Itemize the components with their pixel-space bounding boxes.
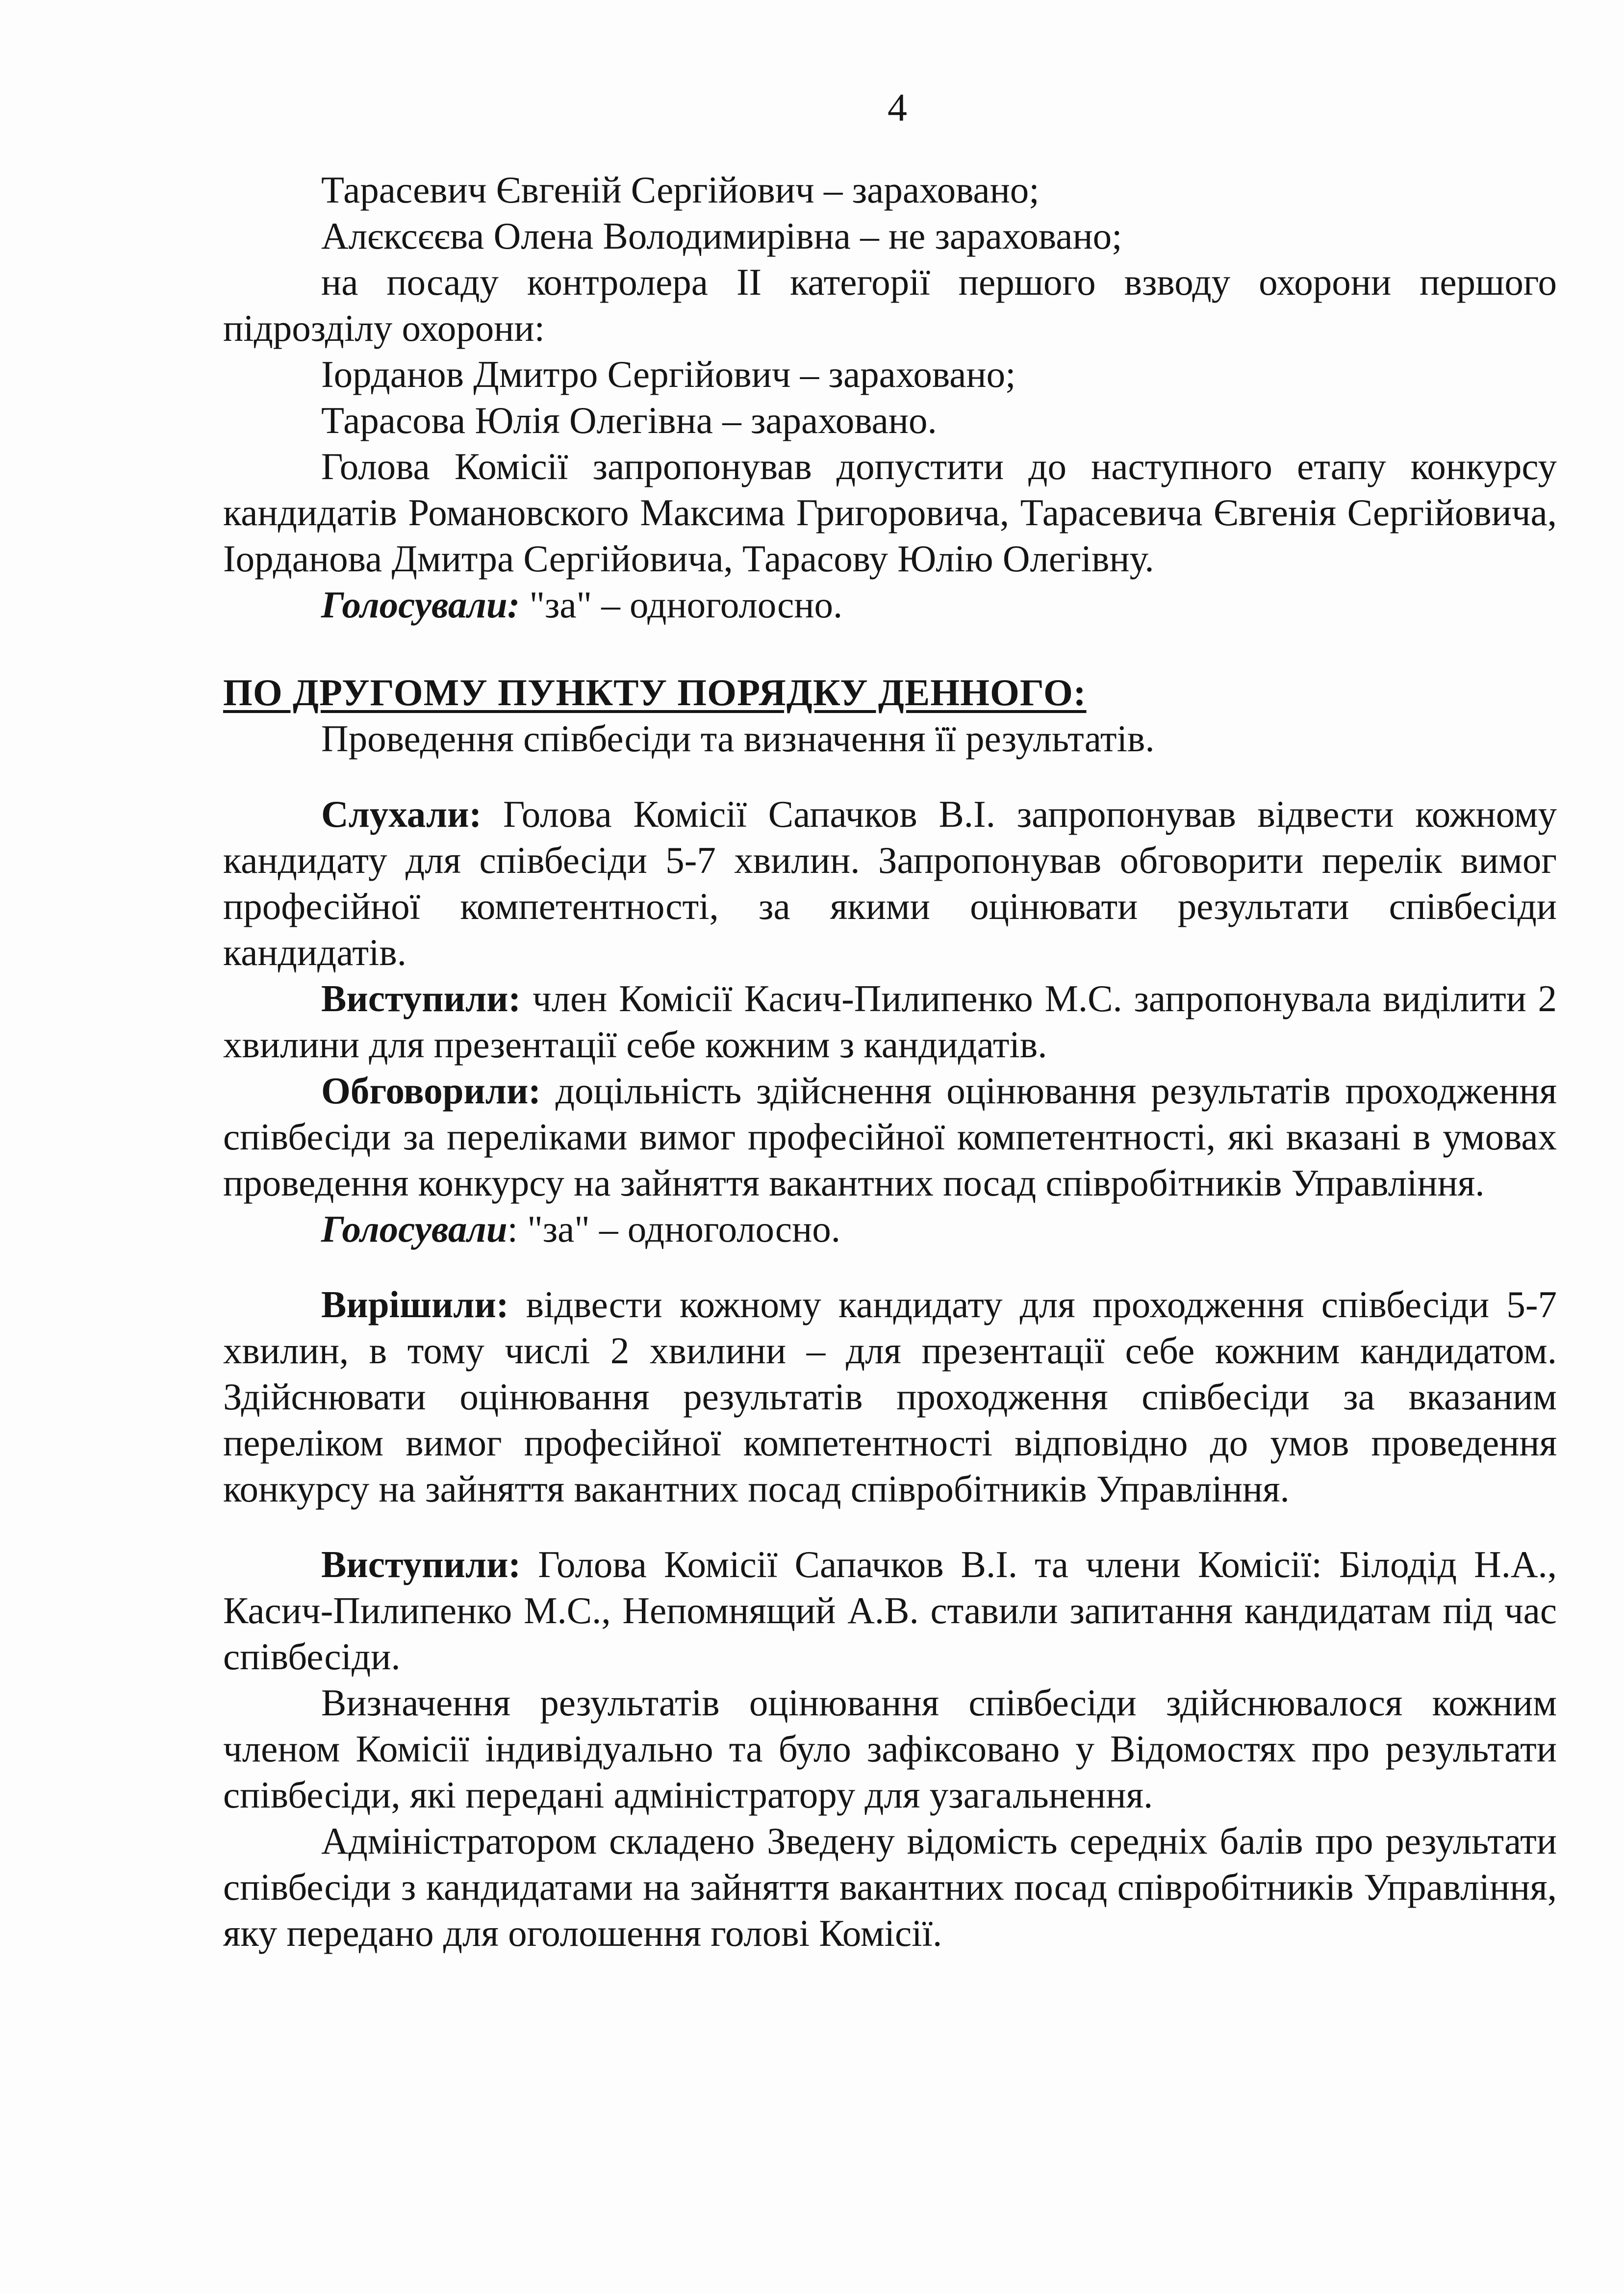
paragraph-spoke-1 <box>223 975 1557 1068</box>
paragraph-spoke-2 <box>223 1541 1557 1680</box>
decided-text: відвести кожному кандидату для проходження співбесіди 5-7 хвилин, в тому числі 2 хвилини – для презентації себе кожним кандидатом. Здійснювати оцінювання результатів проходження співбесіди за вказаним переліком вимог професійної компетентності відповідно до умов проведення конкурсу на зайняття вакантних посад співробітників Управління. <box>223 1283 1557 1510</box>
paragraph-discussed <box>223 1068 1557 1206</box>
paragraph-alekseeva: Алєксєєва Олена Володимирівна – не зараховано; <box>321 215 1122 257</box>
vote-result: "за" – одноголосно. <box>520 584 843 626</box>
paragraph-heard <box>223 791 1557 975</box>
page-number: 4 <box>888 86 907 129</box>
discussed-text: доцільність здійснення оцінювання результатів проходження співбесіди за переліками вимог професійної компетентності, які вказані в умовах проведення конкурсу на зайняття вакантних посад співробітників Управління. <box>223 1070 1557 1204</box>
heard-text: Голова Комісії Сапачков В.І. запропонував відвести кожному кандидату для співбесіди 5-7 хвилин. Запропонував обговорити перелік вимог професійної компетентності, за якими оцінювати результати співбесіди кандидатів. <box>223 793 1557 973</box>
paragraph-position: на посаду контролера ІІ категорії першого взводу охорони першого підрозділу охорони: <box>223 261 1557 349</box>
spoke-text: Голова Комісії Сапачков В.І. та члени Комісії: Білодід Н.А., Касич-Пилипенко М.С., Непомнящий А.В. ставили запитання кандидатам під час співбесіди. <box>223 1543 1557 1678</box>
paragraph-admin-summary: Адміністратором складено Зведену відомість середніх балів про результати співбесіди з кандидатами на зайняття вакантних посад співробітників Управління, яку передано для оголошення голові Комісії. <box>223 1820 1557 1954</box>
vote-result: : "за" – одноголосно. <box>507 1208 841 1250</box>
paragraph-iordanov: Іорданов Дмитро Сергійович – зараховано; <box>321 353 1016 395</box>
paragraph-vote-2 <box>223 1206 1557 1252</box>
vote-label: Голосували <box>321 1208 508 1250</box>
paragraph-results: Визначення результатів оцінювання співбесіди здійснювалося кожним членом Комісії індивідуально та було зафіксовано у Відомостях про результати співбесіди, які передані адміністратору для узагальнення. <box>223 1682 1557 1816</box>
decided-label: Вирішили: <box>321 1283 509 1325</box>
spoke-text: член Комісії Касич-Пилипенко М.С. запропонувала виділити 2 хвилини для презентації себе кожним з кандидатів. <box>223 977 1557 1066</box>
paragraph-tarasevych: Тарасевич Євгеній Сергійович – зараховано; <box>321 169 1040 211</box>
section-heading: ПО ДРУГОМУ ПУНКТУ ПОРЯДКУ ДЕННОГО: <box>223 671 1087 714</box>
agenda-subject: Проведення співбесіди та визначення її результатів. <box>321 717 1155 760</box>
vote-label: Голосували: <box>321 584 520 626</box>
spoke-label: Виступили: <box>321 977 521 1020</box>
paragraph-decided <box>223 1281 1557 1512</box>
spoke-label: Виступили: <box>321 1543 521 1585</box>
paragraph-chair-proposal: Голова Комісії запропонував допустити до наступного етапу конкурсу кандидатів Романовского Максима Григоровича, Тарасевича Євгенія Сергійовича, Іорданова Дмитра Сергійовича, Тарасову Юлію Олегівну. <box>223 445 1557 580</box>
document-body <box>223 167 1557 1956</box>
paragraph-tarasova: Тарасова Юлія Олегівна – зараховано. <box>321 399 937 441</box>
paragraph-vote-1 <box>223 582 1557 628</box>
discussed-label: Обговорили: <box>321 1070 541 1112</box>
heard-label: Слухали: <box>321 793 482 835</box>
